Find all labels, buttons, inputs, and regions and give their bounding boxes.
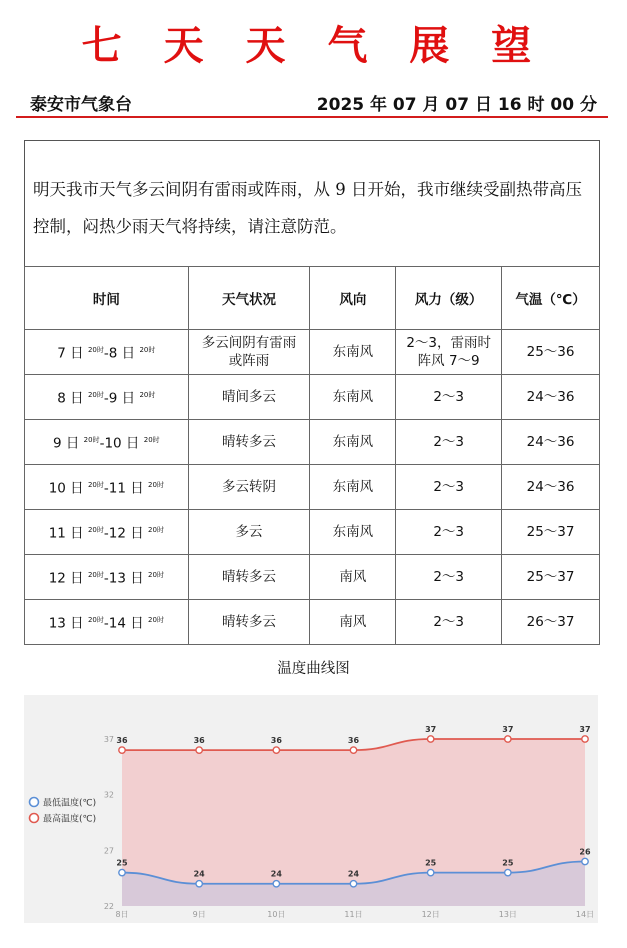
header-temperature: 气温（℃） (502, 267, 600, 330)
period-end: -11 日 (103, 480, 149, 497)
y-tick-label: 27 (103, 846, 114, 856)
high-temp-point (427, 736, 433, 742)
cell-wind-force: 2～3 (396, 600, 502, 645)
low-temp-label: 25 (425, 858, 437, 868)
hour-mark: 20时 (87, 526, 104, 535)
summary-box (24, 140, 600, 266)
high-temp-point (196, 747, 202, 753)
high-temp-point (350, 747, 356, 753)
table-header-row (25, 267, 600, 330)
cell-temperature: 24～36 (502, 375, 600, 420)
table-row (25, 555, 600, 600)
cell-time (25, 420, 189, 465)
low-temp-label: 24 (270, 869, 282, 879)
high-temp-label: 36 (347, 736, 360, 746)
period-end: -8 日 (103, 345, 140, 362)
table-row (25, 600, 600, 645)
x-tick-label: 10日 (267, 910, 286, 919)
table-row (25, 420, 600, 465)
high-temp-label: 37 (502, 725, 514, 734)
x-tick-label: 8日 (115, 910, 129, 919)
period-end: -12 日 (103, 525, 149, 542)
cell-weather: 晴转多云 (188, 420, 310, 465)
x-tick-label: 12日 (421, 910, 440, 919)
cell-temperature: 25～37 (502, 555, 600, 600)
cell-weather: 多云间阴有雷雨或阵雨 (188, 330, 310, 375)
hour-mark: 20时 (143, 436, 160, 445)
high-temp-point (582, 736, 588, 742)
hour-mark: 20时 (148, 616, 164, 625)
cell-time (25, 600, 189, 645)
cell-temperature: 24～36 (502, 420, 600, 465)
hour-mark: 20时 (148, 526, 164, 535)
period-end: -10 日 (99, 435, 144, 452)
cell-wind-direction: 南风 (310, 600, 396, 645)
legend-label: 最高温度(℃) (43, 814, 97, 825)
period-start: 9 日 (53, 435, 84, 452)
cell-weather: 多云转阴 (188, 465, 310, 510)
hour-mark: 20时 (148, 571, 164, 580)
low-temp-point (119, 869, 125, 875)
high-temp-label: 37 (425, 725, 437, 734)
period-start: 7 日 (57, 345, 88, 362)
cell-weather: 晴间多云 (188, 375, 310, 420)
header-time: 时间 (25, 267, 189, 330)
table-row (25, 510, 600, 555)
cell-time (25, 510, 189, 555)
cell-time (25, 330, 189, 375)
cell-time (25, 555, 189, 600)
high-temp-point (505, 736, 511, 742)
x-tick-label: 14日 (575, 910, 595, 919)
high-temp-label: 36 (270, 736, 282, 746)
cell-wind-direction: 东南风 (310, 420, 396, 465)
page-title: 七 天 天 气 展 望 (81, 22, 546, 69)
forecast-summary: 明天我市天气多云间阴有雷雨或阵雨，从 9 日开始，我市继续受副热带高压控制，闷热少雨天气将持续，请注意防范。 (33, 180, 582, 236)
low-temp-point (273, 881, 279, 887)
hour-mark: 20时 (87, 571, 104, 580)
low-temp-point (505, 869, 511, 875)
issue-time: 2025 年 07 月 07 日 16 时 00 分 (316, 95, 597, 115)
low-temp-label: 24 (193, 869, 205, 879)
table-row (25, 330, 600, 375)
high-temp-label: 36 (193, 736, 205, 746)
high-temp-label: 37 (579, 725, 591, 734)
low-temp-point (350, 881, 356, 887)
cell-wind-direction: 东南风 (310, 510, 396, 555)
cell-wind-direction: 南风 (310, 555, 396, 600)
period-start: 12 日 (48, 570, 88, 587)
low-temp-label: 26 (579, 847, 591, 857)
legend-marker (30, 798, 39, 807)
cell-wind-force: 2～3，雷雨时阵风 7～9 (396, 330, 502, 375)
period-end: -14 日 (103, 615, 149, 632)
table-row (25, 375, 600, 420)
y-tick-label: 22 (103, 902, 114, 911)
period-start: 10 日 (48, 480, 88, 497)
y-tick-label: 32 (103, 790, 114, 800)
temperature-chart (24, 695, 598, 923)
x-tick-label: 13日 (498, 910, 517, 919)
x-tick-label: 9日 (192, 910, 206, 919)
hour-mark: 20时 (87, 346, 104, 355)
cell-time (25, 465, 189, 510)
cell-weather: 晴转多云 (188, 555, 310, 600)
low-temp-point (427, 869, 433, 875)
header-weather: 天气状况 (188, 267, 310, 330)
forecast-table (24, 266, 600, 645)
cell-weather: 多云 (188, 510, 310, 555)
header-divider (16, 116, 608, 118)
low-temp-point (582, 858, 588, 864)
issuing-office: 泰安市气象台 (30, 95, 132, 115)
period-start: 11 日 (48, 525, 88, 542)
low-temp-label: 25 (116, 858, 128, 868)
cell-wind-direction: 东南风 (310, 375, 396, 420)
period-start: 13 日 (48, 615, 88, 632)
low-temp-point (196, 881, 202, 887)
high-temp-point (119, 747, 125, 753)
low-temp-label: 25 (502, 858, 514, 868)
cell-wind-force: 2～3 (396, 510, 502, 555)
high-temp-point (273, 747, 279, 753)
header-wind-direction: 风向 (310, 267, 396, 330)
hour-mark: 20时 (148, 481, 164, 490)
hour-mark: 20时 (139, 391, 156, 400)
hour-mark: 20时 (139, 346, 156, 355)
cell-temperature: 24～36 (502, 465, 600, 510)
cell-weather: 晴转多云 (188, 600, 310, 645)
cell-temperature: 25～37 (502, 510, 600, 555)
cell-wind-direction: 东南风 (310, 330, 396, 375)
hour-mark: 20时 (87, 391, 104, 400)
header-wind-force: 风力（级） (396, 267, 502, 330)
hour-mark: 20时 (87, 481, 104, 490)
low-temp-label: 24 (347, 869, 360, 879)
y-tick-label: 37 (103, 735, 114, 744)
hour-mark: 20时 (83, 436, 100, 445)
legend-marker (30, 814, 39, 823)
cell-wind-force: 2～3 (396, 555, 502, 600)
cell-time (25, 375, 189, 420)
period-start: 8 日 (57, 390, 88, 407)
hour-mark: 20时 (87, 616, 104, 625)
period-end: -13 日 (103, 570, 149, 587)
cell-temperature: 25～36 (502, 330, 600, 375)
cell-wind-force: 2～3 (396, 465, 502, 510)
period-end: -9 日 (103, 390, 140, 407)
chart-caption: 温度曲线图 (277, 661, 350, 677)
high-temp-label: 36 (116, 736, 128, 746)
x-tick-label: 11日 (344, 910, 363, 919)
legend-label: 最低温度(℃) (43, 798, 97, 809)
cell-wind-force: 2～3 (396, 375, 502, 420)
cell-wind-force: 2～3 (396, 420, 502, 465)
cell-wind-direction: 东南风 (310, 465, 396, 510)
cell-temperature: 26～37 (502, 600, 600, 645)
table-row (25, 465, 600, 510)
